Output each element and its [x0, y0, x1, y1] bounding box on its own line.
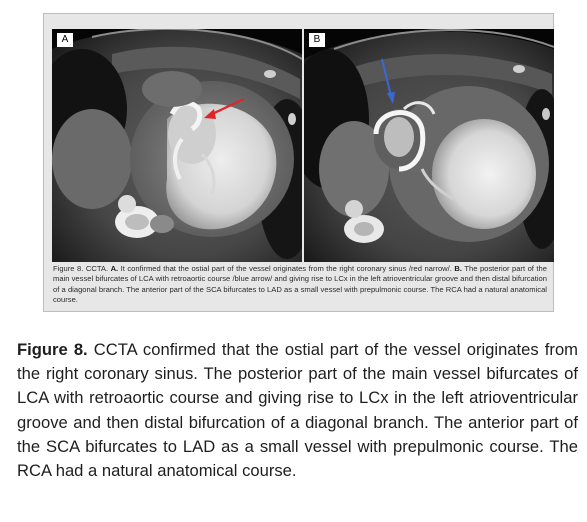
inner-figure-caption — [53, 264, 547, 306]
ct-scan-a — [52, 29, 302, 262]
inner-caption-b-label: B. — [454, 264, 462, 273]
panel-a-label: A — [57, 33, 73, 47]
inner-caption-intro: Figure 8. CCTA. — [53, 264, 109, 273]
figure-caption-text: CCTA confirmed that the ostial part of the vessel originates from the right coronary sinus. The posterior part of the main vessel bifurcates of LCA with retroaortic course and giving rise to LCx in the left atrioventricular groove and then distal bifurcation of a diagonal branch. The anterior part of the SCA bifurcates to LAD as a small vessel with prepulmonic course. The RCA had a natural anatomical course. — [17, 340, 578, 481]
ct-image-panel-b — [304, 29, 554, 262]
ct-image-panel-a — [52, 29, 302, 262]
inner-caption-a-text: It confirmed that the ostial part of the vessel originates from the right coronary sinus /red narrow/. — [120, 264, 452, 273]
figure-container — [43, 13, 554, 312]
ct-scan-b — [304, 29, 554, 262]
figure-caption-label: Figure 8. — [17, 340, 88, 359]
inner-caption-a-label: A. — [110, 264, 119, 273]
panel-b-label: B — [309, 33, 325, 47]
figure-caption — [17, 338, 578, 483]
inner-caption-b-text: The posterior part of the main vessel bifurcates of LCA with retroaortic course /blue arrow/ and giving rise to LCx in the left atrioventricular groove and then distal bifurcation of a diagonal branch. The anterior part of the SCA bifurcates to LAD as a small vessel with prepulmonic course. The RCA had a natural anatomical course. — [53, 264, 547, 305]
